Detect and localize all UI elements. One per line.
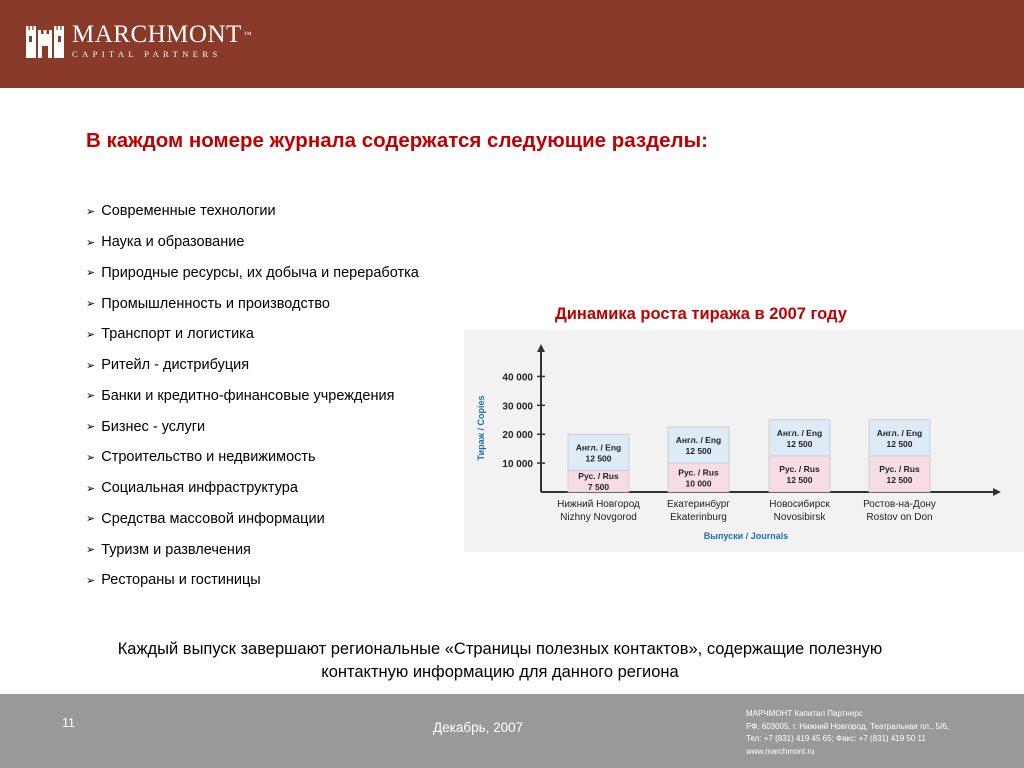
bar-value-label: 7 500 xyxy=(587,482,610,493)
list-item xyxy=(86,565,419,596)
list-item-label: Ритейл - дистрибуция xyxy=(101,357,250,374)
chart-title: Динамика роста тиража в 2007 году xyxy=(555,305,847,323)
y-axis-arrow xyxy=(537,344,545,352)
bar-value-label: 12 500 xyxy=(685,446,712,457)
list-item-label: Строительство и недвижимость xyxy=(101,449,316,466)
x-category-label: Ростов-на-Дону xyxy=(863,499,936,510)
page-number: 11 xyxy=(62,716,75,730)
trademark-mark: ™ xyxy=(243,30,253,39)
x-category-label: Екатеринбург xyxy=(667,499,730,510)
x-category-label: Новосибирск xyxy=(769,499,830,510)
logo-subtitle: CAPITAL PARTNERS xyxy=(72,49,222,59)
list-item xyxy=(86,319,419,350)
arrow-bullet-icon: ➢ xyxy=(86,513,96,526)
list-item xyxy=(86,534,419,565)
bar-series-label: Рус. / Rus xyxy=(879,463,920,474)
bar-series-label: Англ. / Eng xyxy=(776,427,823,438)
x-category-label-en: Ekaterinburg xyxy=(670,512,727,523)
x-axis-label: Выпуски / Journals xyxy=(703,531,789,541)
list-item-label: Бизнес - услуги xyxy=(101,418,206,435)
y-tick-label: 40 000 xyxy=(502,372,533,384)
arrow-bullet-icon: ➢ xyxy=(86,328,96,341)
list-item-label: Природные ресурсы, их добыча и переработка xyxy=(101,264,419,281)
y-tick-label: 10 000 xyxy=(502,459,533,471)
header-bar xyxy=(0,0,1024,88)
arrow-bullet-icon: ➢ xyxy=(86,205,96,218)
contact-company: МАРЧМОНТ Капитал Партнерс xyxy=(746,709,863,718)
arrow-bullet-icon: ➢ xyxy=(86,421,96,434)
x-category-label-en: Novosibirsk xyxy=(773,512,826,523)
x-category-label-en: Rostov on Don xyxy=(866,512,933,523)
list-item xyxy=(86,504,419,535)
list-item xyxy=(86,442,419,473)
bar-value-label: 12 500 xyxy=(886,438,913,449)
contact-website[interactable]: www.marchmont.ru xyxy=(746,746,815,756)
bar-value-label: 12 500 xyxy=(886,474,913,485)
x-category-label: Нижний Новгород xyxy=(557,499,640,510)
bar-series-label: Англ. / Eng xyxy=(675,435,722,446)
footer-contacts xyxy=(746,708,949,758)
castle-icon xyxy=(24,22,66,60)
bar-value-label: 12 500 xyxy=(786,474,813,485)
list-item-label: Туризм и развлечения xyxy=(101,541,251,558)
list-item xyxy=(86,288,419,319)
contact-phone: Тел: +7 (831) 419 45 65; Факс: +7 (831) 419 50 11 xyxy=(746,734,926,743)
list-item xyxy=(86,411,419,442)
list-item-label: Рестораны и гостиницы xyxy=(101,572,261,589)
arrow-bullet-icon: ➢ xyxy=(86,544,96,557)
bar-series-label: Рус. / Rus xyxy=(578,471,619,482)
y-tick-label: 20 000 xyxy=(502,430,533,442)
list-item-label: Средства массовой информации xyxy=(101,510,325,527)
chart-svg xyxy=(464,330,1024,552)
bar-value-label: 12 500 xyxy=(786,438,813,449)
bar-series-label: Рус. / Rus xyxy=(779,463,820,474)
x-axis-arrow xyxy=(993,488,1001,496)
arrow-bullet-icon: ➢ xyxy=(86,267,96,280)
arrow-bullet-icon: ➢ xyxy=(86,482,96,495)
bar-value-label: 10 000 xyxy=(685,478,712,489)
list-item-label: Транспорт и логистика xyxy=(101,326,254,343)
list-item xyxy=(86,258,419,289)
y-tick-label: 30 000 xyxy=(502,401,533,413)
list-item xyxy=(86,381,419,412)
bar-series-label: Англ. / Eng xyxy=(876,427,923,438)
contact-address: РФ, 603005, г. Нижний Новгород, Театральная пл., 5/6, xyxy=(746,721,949,731)
arrow-bullet-icon: ➢ xyxy=(86,574,96,587)
footer-bar xyxy=(0,694,1024,768)
list-item-label: Промышленность и производство xyxy=(101,295,330,312)
x-category-label-en: Nizhny Novgorod xyxy=(560,512,637,523)
arrow-bullet-icon: ➢ xyxy=(86,359,96,372)
circulation-chart xyxy=(464,330,1024,552)
list-item-label: Современные технологии xyxy=(101,203,276,220)
list-item xyxy=(86,227,419,258)
list-item-label: Социальная инфраструктура xyxy=(101,480,298,497)
arrow-bullet-icon: ➢ xyxy=(86,298,96,311)
page-title: В каждом номере журнала содержатся следующие разделы: xyxy=(86,129,708,152)
arrow-bullet-icon: ➢ xyxy=(86,390,96,403)
footer-date: Декабрь, 2007 xyxy=(433,720,524,735)
logo-name: MARCHMONT xyxy=(72,21,242,48)
bar-series-label: Англ. / Eng xyxy=(575,442,622,453)
list-item-label: Наука и образование xyxy=(101,234,245,251)
arrow-bullet-icon: ➢ xyxy=(86,236,96,249)
list-item xyxy=(86,350,419,381)
list-item xyxy=(86,473,419,504)
bar-series-label: Рус. / Rus xyxy=(678,467,719,478)
arrow-bullet-icon: ➢ xyxy=(86,451,96,464)
sections-list xyxy=(86,196,419,596)
marchmont-logo[interactable] xyxy=(24,22,252,60)
closing-note: Каждый выпуск завершают региональные «Страницы полезных контактов», содержащие полезную контактную информацию для данного региона xyxy=(117,640,883,681)
bar-value-label: 12 500 xyxy=(585,453,612,464)
list-item-label: Банки и кредитно-финансовые учреждения xyxy=(101,387,395,404)
list-item xyxy=(86,196,419,227)
y-axis-label: Тираж / Copies xyxy=(476,395,486,461)
